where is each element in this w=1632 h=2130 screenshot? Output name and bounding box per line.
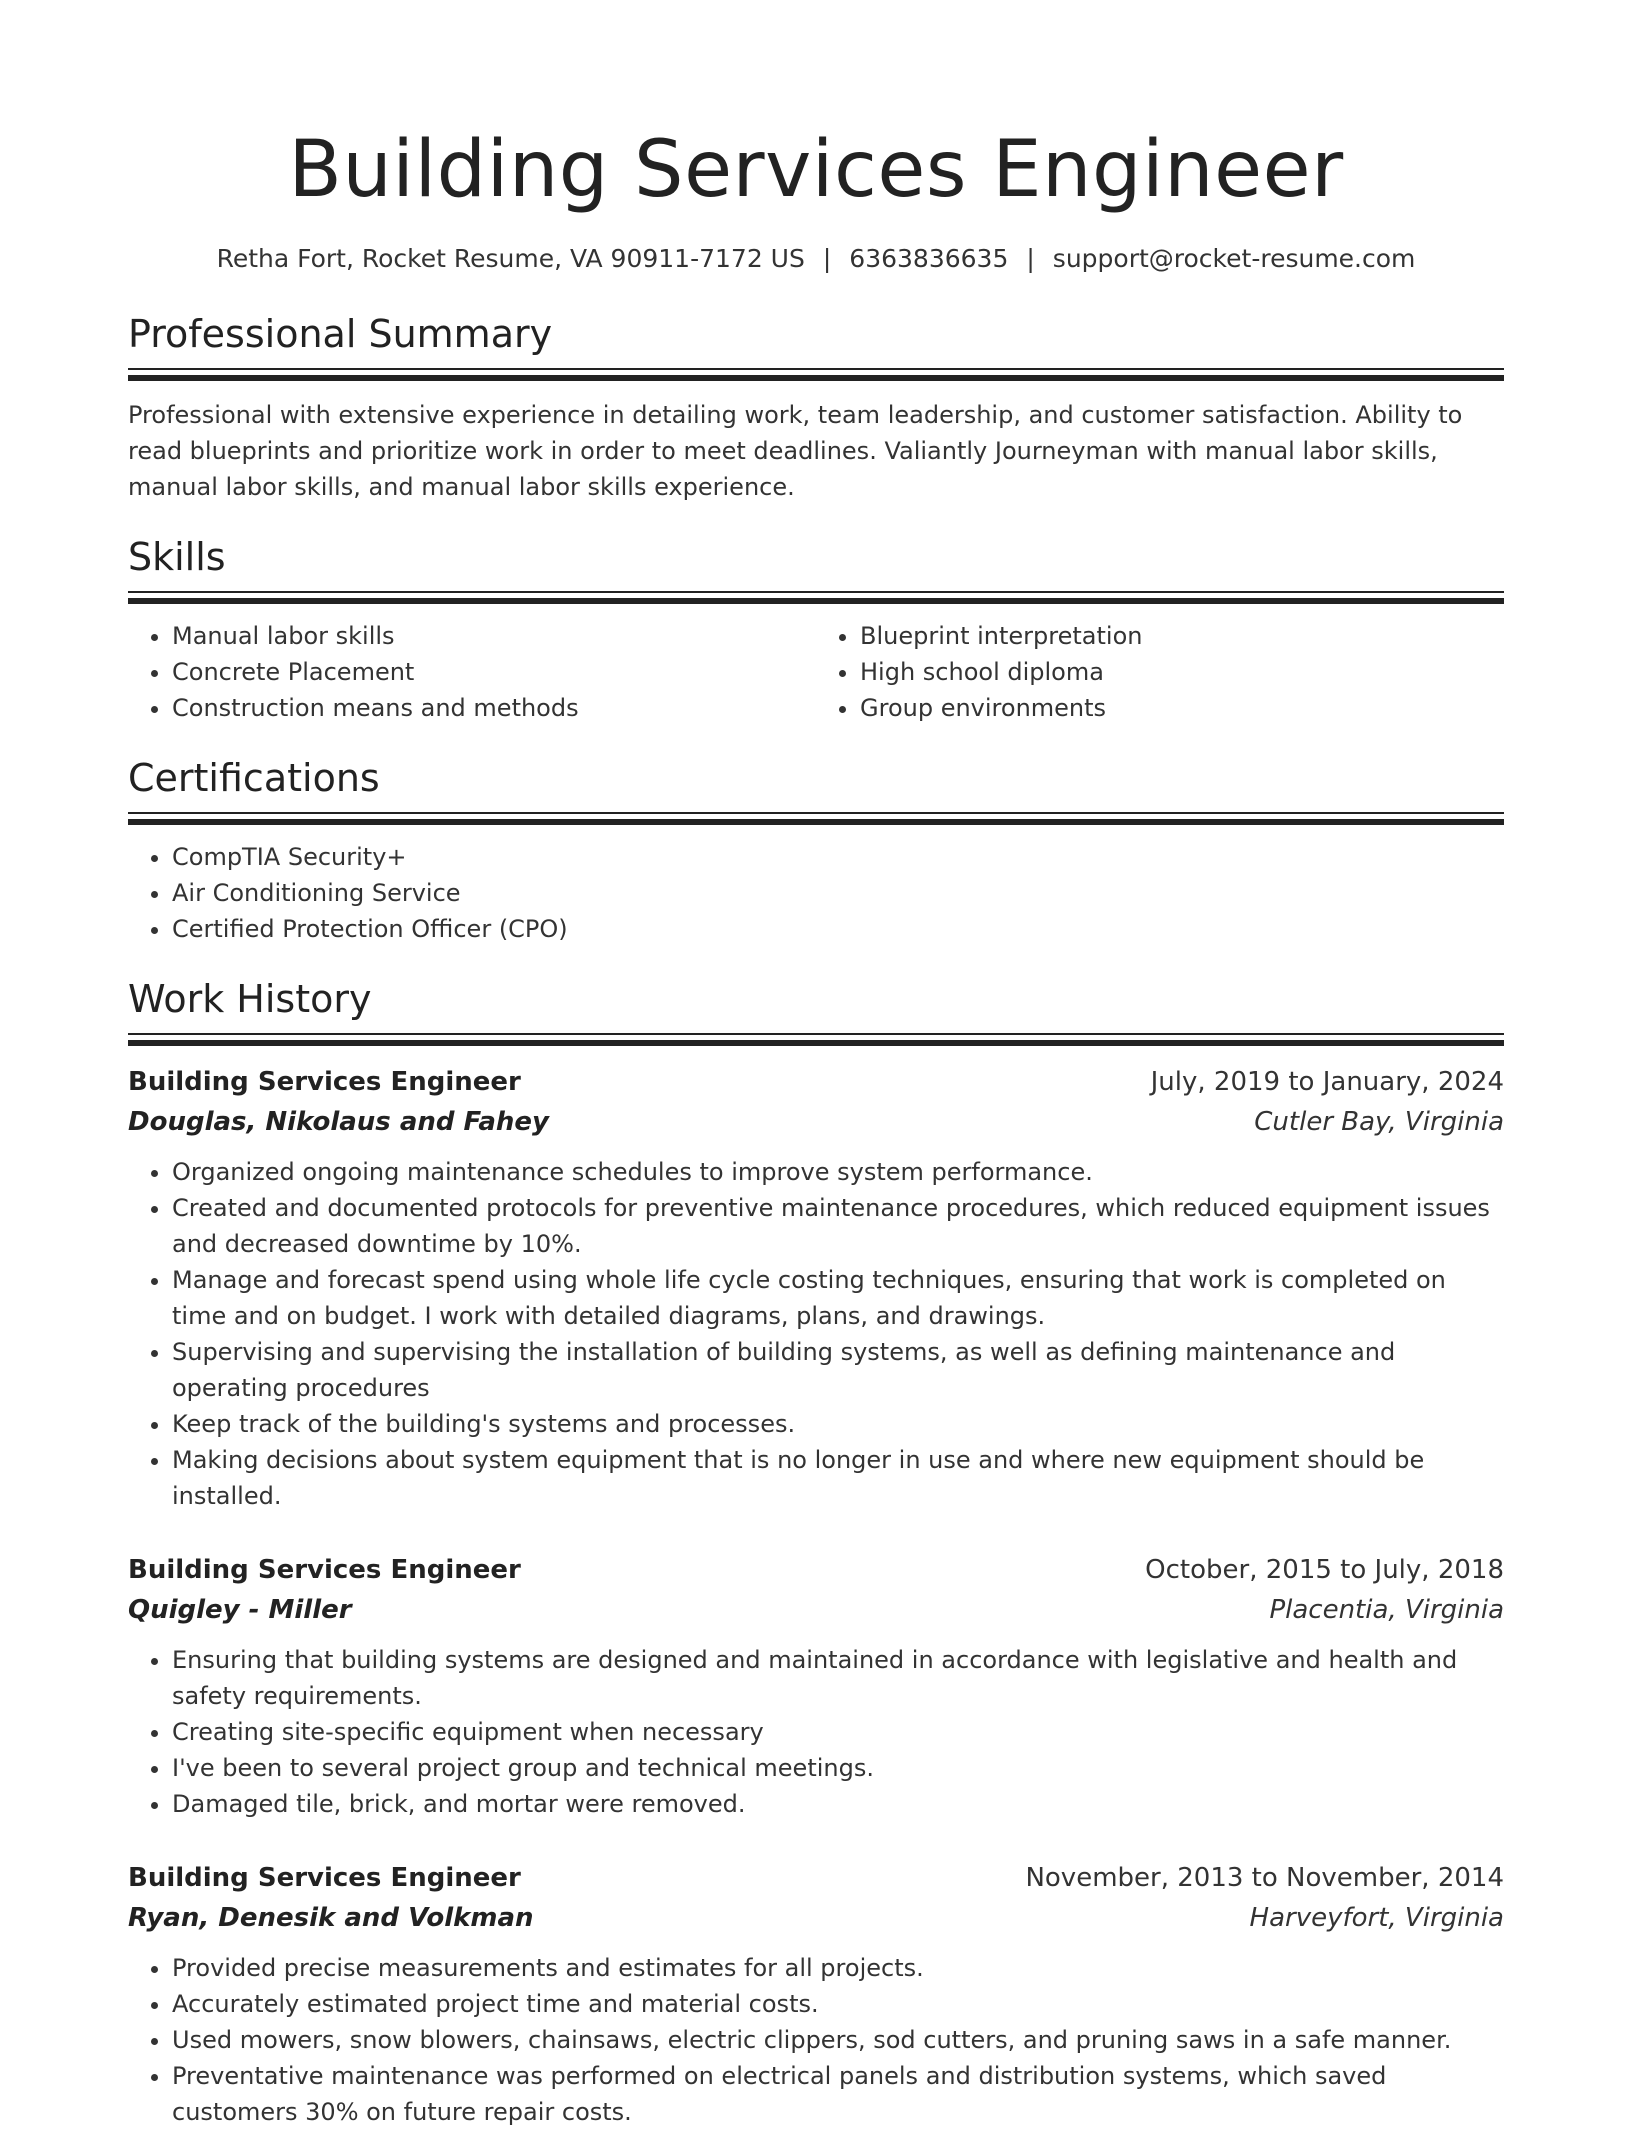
job-bullets [128, 1950, 1504, 2130]
skills-section [128, 533, 1504, 726]
job-entry [128, 1550, 1504, 1822]
job-location: Harveyfort, Virginia [1249, 1903, 1504, 1933]
skills-list-right [816, 618, 1504, 726]
job-title: Building Services Engineer [128, 1863, 521, 1893]
job-bullet: • Provided precise measurements and estimates for all projects. [172, 1950, 1504, 1986]
skill-item: • High school diploma [860, 654, 1504, 690]
certification-item: • Certified Protection Officer (CPO) [172, 911, 1504, 947]
section-heading-summary: Professional Summary [128, 312, 553, 356]
job-company-row [128, 1898, 1504, 1938]
section-heading-skills: Skills [128, 535, 226, 579]
resume-title: Building Services Engineer [288, 125, 1344, 215]
skills-list-left [128, 618, 816, 726]
skill-item: • Manual labor skills [172, 618, 816, 654]
job-bullets [128, 1154, 1504, 1514]
job-bullet: • Damaged tile, brick, and mortar were removed. [172, 1786, 1504, 1822]
skill-item: • Concrete Placement [172, 654, 816, 690]
job-bullet: • Keep track of the building's systems and processes. [172, 1406, 1504, 1442]
job-dates: November, 2013 to November, 2014 [1025, 1863, 1504, 1893]
job-bullet: • Preventative maintenance was performed on electrical panels and distribution systems, which saved customers 30% on future repair costs. [172, 2058, 1504, 2130]
contact-address: Retha Fort, Rocket Resume, VA 90911-7172 US [216, 244, 805, 273]
section-divider [128, 1033, 1504, 1046]
certifications-list [128, 839, 1504, 947]
job-dates: October, 2015 to July, 2018 [1145, 1555, 1504, 1585]
job-header-row [128, 1858, 1504, 1898]
section-divider [128, 812, 1504, 825]
job-bullet: • Created and documented protocols for preventive maintenance procedures, which reduced equipment issues and decreased downtime by 10%. [172, 1190, 1504, 1262]
job-bullet: • I've been to several project group and technical meetings. [172, 1750, 1504, 1786]
work-history-section [128, 975, 1504, 2130]
job-dates: July, 2019 to January, 2024 [1150, 1067, 1504, 1097]
job-bullet: • Organized ongoing maintenance schedules to improve system performance. [172, 1154, 1504, 1190]
certification-item: • CompTIA Security+ [172, 839, 1504, 875]
contact-email: support@rocket-resume.com [1052, 244, 1416, 273]
job-title: Building Services Engineer [128, 1555, 521, 1585]
job-company: Quigley - Miller [128, 1595, 352, 1625]
skill-item: • Construction means and methods [172, 690, 816, 726]
summary-section [128, 310, 1504, 505]
job-title: Building Services Engineer [128, 1067, 521, 1097]
job-bullets [128, 1642, 1504, 1822]
summary-text: Professional with extensive experience in detailing work, team leadership, and customer satisfaction. Ability to read blueprints and prioritize work in order to meet deadlines. Valiantly Journeyman with manual labor skills, manual labor skills, and manual labor skills experience. [128, 401, 1463, 501]
section-heading-certifications: Certifications [128, 756, 380, 800]
job-header-row [128, 1550, 1504, 1590]
job-bullet: • Used mowers, snow blowers, chainsaws, electric clippers, sod cutters, and pruning saws in a safe manner. [172, 2022, 1504, 2058]
job-company: Douglas, Nikolaus and Fahey [128, 1107, 549, 1137]
contact-phone: 6363836635 [849, 244, 1009, 273]
job-bullet: • Supervising and supervising the installation of building systems, as well as defining maintenance and operating procedures [172, 1334, 1504, 1406]
job-bullet: • Manage and forecast spend using whole life cycle costing techniques, ensuring that work is completed on time and on budget. I work with detailed diagrams, plans, and drawings. [172, 1262, 1504, 1334]
skill-item: • Group environments [860, 690, 1504, 726]
certification-item: • Air Conditioning Service [172, 875, 1504, 911]
job-bullet: • Ensuring that building systems are designed and maintained in accordance with legislative and health and safety requirements. [172, 1642, 1504, 1714]
job-entry [128, 1858, 1504, 2130]
contact-line [128, 242, 1504, 276]
job-location: Cutler Bay, Virginia [1254, 1107, 1504, 1137]
job-entry [128, 1062, 1504, 1514]
job-bullet: • Accurately estimated project time and material costs. [172, 1986, 1504, 2022]
job-company-row [128, 1102, 1504, 1142]
job-company: Ryan, Denesik and Volkman [128, 1903, 534, 1933]
job-bullet: • Making decisions about system equipment that is no longer in use and where new equipment should be installed. [172, 1442, 1504, 1514]
section-divider [128, 591, 1504, 604]
section-divider [128, 368, 1504, 381]
skill-item: • Blueprint interpretation [860, 618, 1504, 654]
skills-grid [128, 604, 1504, 726]
contact-separator: | [1026, 244, 1035, 273]
certifications-section [128, 754, 1504, 947]
contact-separator: | [822, 244, 832, 273]
section-heading-work-history: Work History [128, 977, 372, 1021]
job-header-row [128, 1062, 1504, 1102]
job-company-row [128, 1590, 1504, 1630]
job-bullet: • Creating site-specific equipment when necessary [172, 1714, 1504, 1750]
job-location: Placentia, Virginia [1269, 1595, 1504, 1625]
